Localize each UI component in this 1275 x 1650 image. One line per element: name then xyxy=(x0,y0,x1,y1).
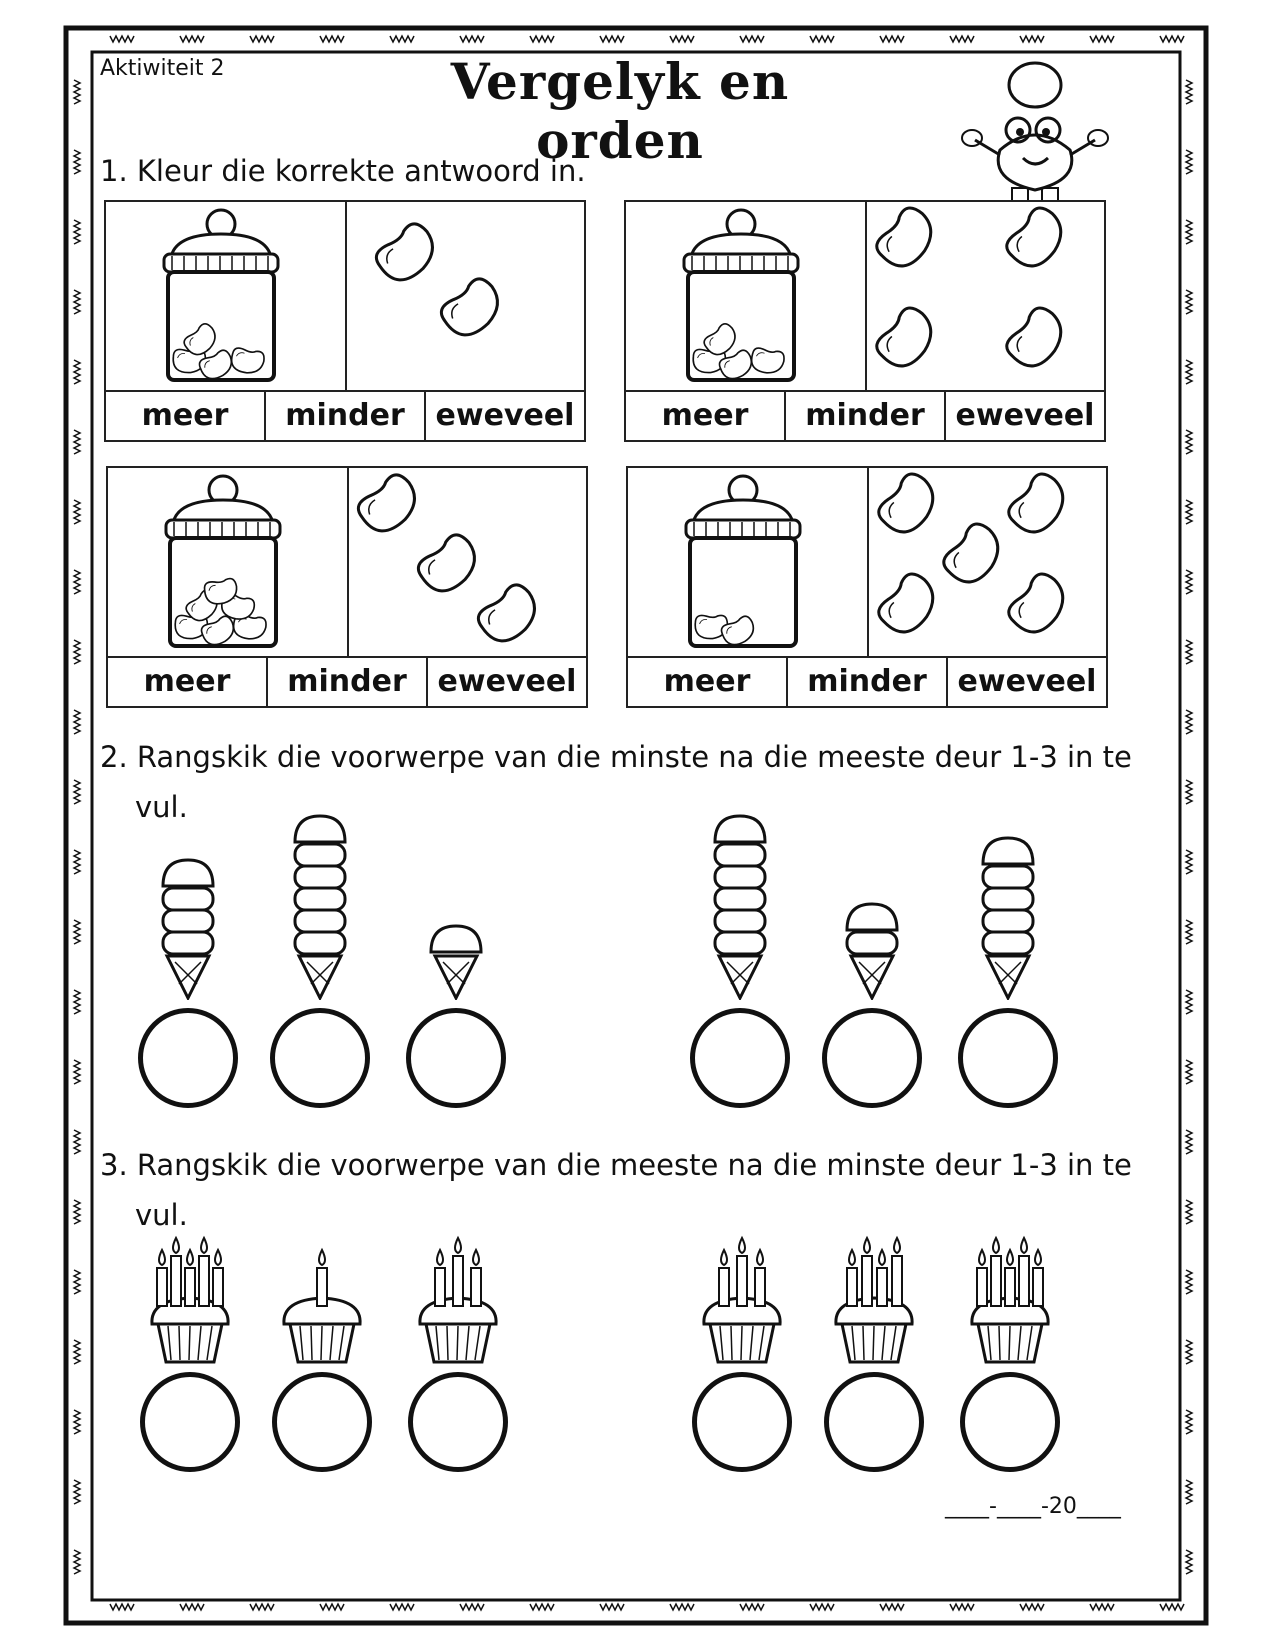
question-3-prompt-cont: vul. xyxy=(135,1198,188,1232)
answer-circle[interactable] xyxy=(958,1008,1058,1108)
answer-option-eweveel[interactable]: eweveel xyxy=(944,390,1104,440)
answer-circle[interactable] xyxy=(824,1372,924,1472)
mascot-illustration xyxy=(960,50,1110,210)
jar-with-beans xyxy=(626,202,866,390)
comparison-panel xyxy=(624,200,1106,442)
comparison-panel xyxy=(104,200,586,442)
loose-beans xyxy=(347,202,587,390)
page-title: Vergelyk en orden xyxy=(450,52,790,170)
question-2-prompt: 2. Rangskik die voorwerpe van die minste na die meeste deur 1-3 in te xyxy=(100,740,1132,774)
jar-with-beans xyxy=(628,468,868,656)
answer-circle[interactable] xyxy=(272,1372,372,1472)
answer-circle[interactable] xyxy=(408,1372,508,1472)
cupcake-with-candles xyxy=(140,1216,240,1366)
cupcake-with-candles xyxy=(408,1216,508,1366)
answer-option-meer[interactable]: meer xyxy=(663,663,751,699)
ice-cream-cone xyxy=(285,810,355,1000)
answer-option-meer[interactable]: meer xyxy=(141,397,229,433)
answer-circle[interactable] xyxy=(960,1372,1060,1472)
ice-cream-cone xyxy=(837,810,907,1000)
comparison-panel xyxy=(626,466,1108,708)
answer-option-meer[interactable]: meer xyxy=(661,397,749,433)
comparison-panel xyxy=(106,466,588,708)
loose-beans xyxy=(869,468,1109,656)
jar-with-beans xyxy=(106,202,346,390)
ice-cream-cone xyxy=(705,810,775,1000)
question-2-prompt-cont: vul. xyxy=(135,790,188,824)
answer-circle[interactable] xyxy=(690,1008,790,1108)
answer-option-minder[interactable]: minder xyxy=(786,656,946,706)
answer-circle[interactable] xyxy=(270,1008,370,1108)
answer-circle[interactable] xyxy=(140,1372,240,1472)
jar-with-beans xyxy=(108,468,348,656)
ice-cream-cone xyxy=(153,810,223,1000)
answer-option-meer[interactable]: meer xyxy=(143,663,231,699)
question-3-prompt: 3. Rangskik die voorwerpe van die meeste na die minste deur 1-3 in te xyxy=(100,1148,1132,1182)
cupcake-with-candles xyxy=(960,1216,1060,1366)
ice-cream-cone xyxy=(973,810,1043,1000)
answer-circle[interactable] xyxy=(822,1008,922,1108)
cupcake-with-candles xyxy=(272,1216,372,1366)
answer-option-minder[interactable]: minder xyxy=(264,390,424,440)
answer-circle[interactable] xyxy=(692,1372,792,1472)
answer-option-eweveel[interactable]: eweveel xyxy=(424,390,584,440)
question-1-prompt: 1. Kleur die korrekte antwoord in. xyxy=(100,154,586,188)
cupcake-with-candles xyxy=(692,1216,792,1366)
ice-cream-cone xyxy=(421,810,491,1000)
activity-label: Aktiwiteit 2 xyxy=(100,56,225,81)
loose-beans xyxy=(867,202,1107,390)
answer-option-minder[interactable]: minder xyxy=(266,656,426,706)
loose-beans xyxy=(349,468,589,656)
answer-circle[interactable] xyxy=(138,1008,238,1108)
cupcake-with-candles xyxy=(824,1216,924,1366)
answer-circle[interactable] xyxy=(406,1008,506,1108)
answer-option-eweveel[interactable]: eweveel xyxy=(946,656,1106,706)
score-line: ____-____-20____ xyxy=(945,1494,1121,1519)
answer-option-minder[interactable]: minder xyxy=(784,390,944,440)
answer-option-eweveel[interactable]: eweveel xyxy=(426,656,586,706)
